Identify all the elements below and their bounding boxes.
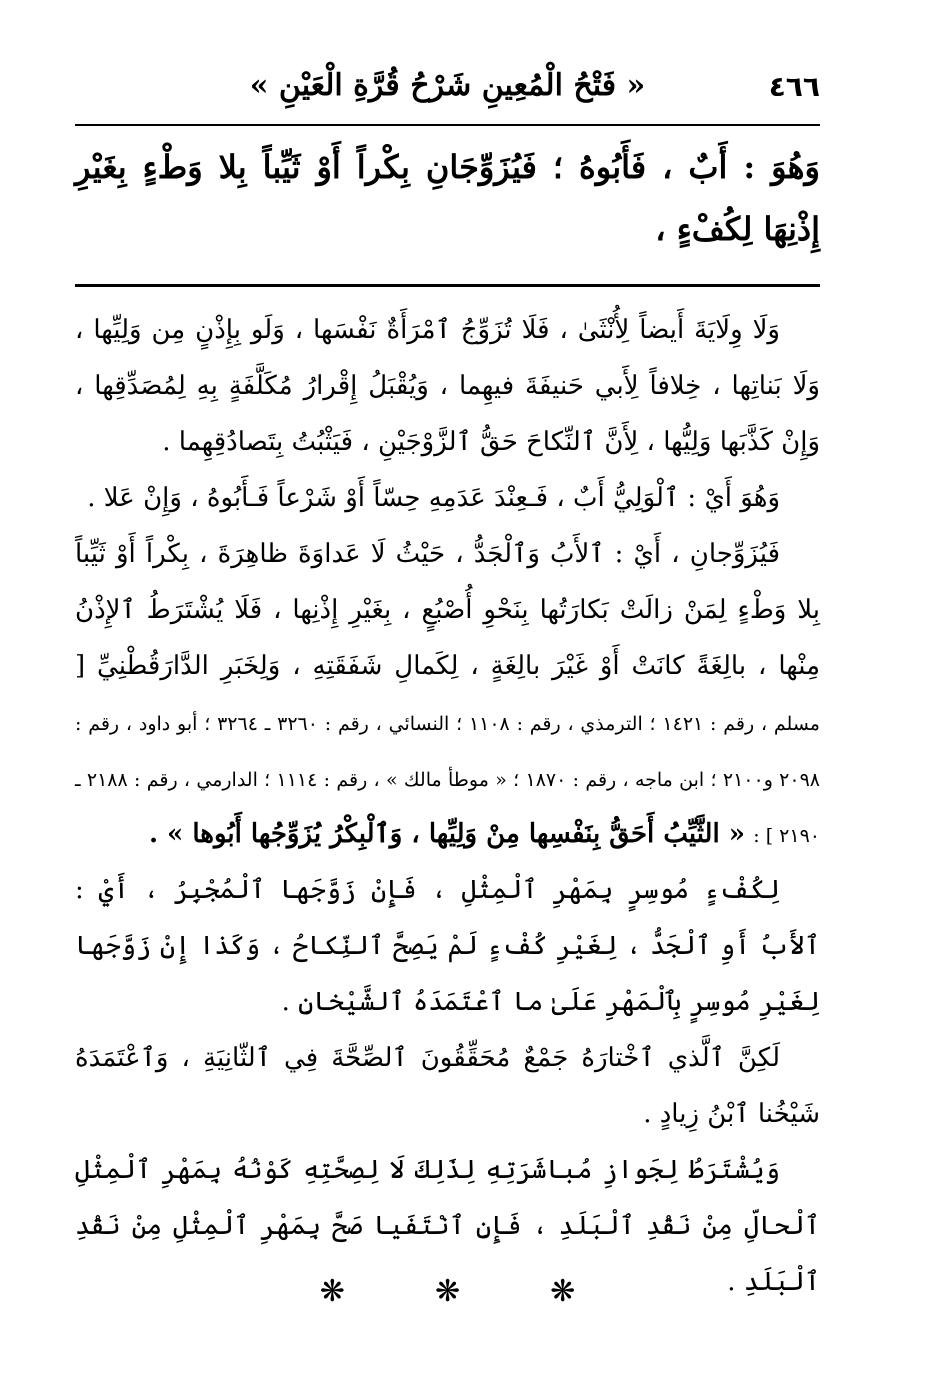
matn-text: وَهُوَ : أَبٌ ، فَأَبُوهُ ؛ فَيُزَوِّجَانِ بِكْراً أَوْ ثَيِّباً بِلا وَطْءٍ بِغَيْرِ إِذْنِهَا لِكُفْءٍ ، <box>75 148 820 248</box>
section-divider <box>75 1274 820 1309</box>
divider-star: ❋ <box>434 1274 461 1309</box>
hadith-source-references: مسلم ، رقم : ١٤٢١ ؛ الترمذي ، رقم : ١١٠٨ ؛ النسائي ، رقم : ٣٢٦٠ ـ ٣٢٦٤ ؛ أبو داود ، رقم : ٢٠٩٨ و٢١٠٠ ؛ ابن ماجه ، رقم : ١٨٧٠ ؛ « موطأ مالك » ، رقم : ١١١٤ ؛ الدارمي ، رقم : ٢١٨٨ ـ ٢١٩٠ ] : <box>75 713 820 847</box>
header-rule <box>75 124 820 126</box>
hadith-quote: « الثَّيِّبُ أَحَقُّ بِنَفْسِها مِنْ وَلِيِّها ، وَٱلْبِكْرُ يُزَوِّجُها أَبُوها » . <box>148 819 745 849</box>
commentary-paragraph-1: وَلَا وِلَايَةَ أَيضاً لِأُنْثَىٰ ، فَلَا تُزَوِّجُ ٱمْرَأَةٌ نَفْسَها ، وَلَو بِإِذْنٍ مِن وَلِيِّها ، وَلَا بَناتِها ، خِلافاً لِأَبي حَنيفَةَ فيهِما ، وَيُقْبَلُ إِقْرارُ مُكَلَّفَةٍ بِهِ لِمُصَدِّقِها ، وَإِنْ كَذَّبَها وَلِيُّها ، لِأَنَّ ٱلنِّكاحَ حَقُّ ٱلزَّوْجَيْنِ ، فَيَثْبُتُ بِتَصادُقِهِما . <box>75 315 820 457</box>
commentary-paragraph-6: وَيُشْتَرَطُ لِجَوازِ مُباشَرَتِهِ لِذَلِكَ لَا لِصِحَّتِهِ كَوْنُهُ بِمَهْرِ ٱلْمِثْلِ ٱلْحالِّ مِنْ نَقْدِ ٱلْبَلَدِ ، فَإِنِ ٱنْتَفَيا صَحَّ بِمَهْرِ ٱلْمِثْلِ مِنْ نَقْدِ ٱلْبَلَدِ . <box>75 1155 820 1297</box>
paragraph-3-main: فَيُزَوِّجانِ ، أَيْ : ٱلأَبُ وَٱلْجَدُّ ، حَيْثُ لَا عَداوَةَ ظاهِرَةَ ، بِكْراً أَوْ ثَيِّباً بِلا وَطْءٍ لِمَنْ زالَتْ بَكارَتُها بِنَحْوِ أُصْبُعٍ ، بِغَيْرِ إِذْنِها ، فَلَا يُشْتَرَطُ ٱلإِذْنُ مِنْها ، بالِغَةً كانَتْ أَوْ غَيْرَ بالِغَةٍ ، لِكَمالِ شَفَقَتِهِ ، وَلِخَبَرِ الدَّارَقُطْنِيِّ [ <box>75 539 820 681</box>
commentary-paragraph-3 <box>75 526 820 862</box>
matn-commentary-separator <box>75 284 820 287</box>
commentary-paragraph-4: لِكُفْءٍ مُوسِرٍ بِمَهْرِ ٱلْمِثْلِ ، فَإِنْ زَوَّجَها ٱلْمُجْبِرُ ، أَيْ : ٱلأَبُ أَوِ ٱلْجَدُّ ، لِغَيْرِ كُفْءٍ لَمْ يَصِحَّ ٱلنِّكاحُ ، وَكَذا إِنْ زَوَّجَها لِغَيْرِ مُوسِرٍ بِٱلْمَهْرِ عَلَىٰ ما ٱعْتَمَدَهُ ٱلشَّيْخانِ . <box>75 875 820 1017</box>
commentary-paragraph-5: لَكِنَّ ٱلَّذي ٱخْتارَهُ جَمْعٌ مُحَقِّقُونَ ٱلصِّحَّةَ فِي ٱلثّانِيَةِ ، وَٱعْتَمَدَهُ شَيْخُنا ٱبْنُ زِيادٍ . <box>75 1043 820 1129</box>
divider-star: ❋ <box>550 1274 576 1309</box>
commentary-body <box>75 302 820 1310</box>
running-title: « فَتْحُ الْمُعِينِ شَرْحُ قُرَّةِ الْعَيْنِ » <box>249 68 646 103</box>
page-header <box>75 62 820 122</box>
divider-star: ❋ <box>319 1274 345 1309</box>
commentary-paragraph-2: وَهُوَ أَيْ : ٱلْوَلِيُّ أَبٌ ، فَـعِنْدَ عَدَمِهِ حِسّاً أَوْ شَرْعاً فَـأَبُوهُ ، وَإِنْ عَلا . <box>87 483 780 513</box>
page-number: ٤٦٦ <box>768 70 820 103</box>
